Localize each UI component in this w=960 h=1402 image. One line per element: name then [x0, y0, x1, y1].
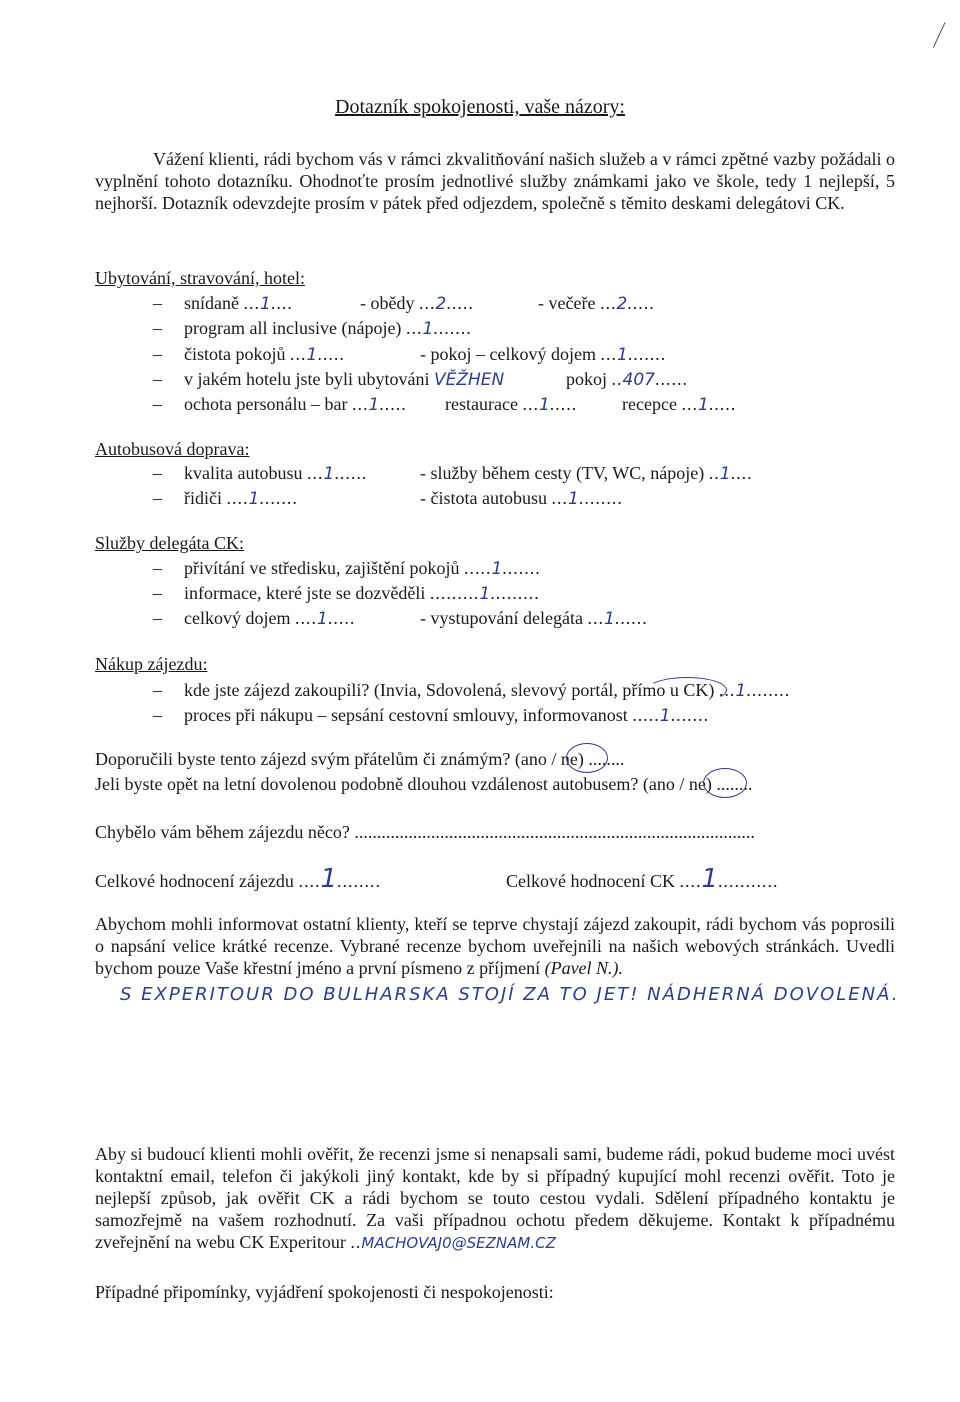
information-label: informace, které jste se dozvěděli: [184, 583, 426, 603]
staff-bar-item: ochota personálu – bar ...1.....: [184, 394, 407, 415]
room-overall-value: 1: [616, 345, 628, 365]
restaurant-label: restaurace: [445, 394, 518, 414]
reception-value: 1: [697, 395, 709, 415]
ck-overall-label: Celkové hodnocení CK: [506, 871, 675, 891]
drivers-label: řidiči: [184, 488, 222, 508]
bullet-dash: –: [153, 680, 162, 700]
section-delegate-heading: Služby delegáta CK:: [95, 533, 244, 553]
welcome-label: přivítání ve středisku, zajištění pokojů: [184, 558, 460, 578]
purchase-where-item: kde jste zájezd zakoupili? (Invia, Sdovolená, slevový portál, přímo u CK) ...1........: [184, 680, 791, 701]
section-bus-heading: Autobusová doprava:: [95, 439, 250, 459]
recommend-question: Doporučili byste tento zájezd svým přátelům či známým? (ano / ne) ........: [95, 749, 625, 769]
delegate-overall-label: celkový dojem: [184, 608, 291, 628]
delegate-overall-item: celkový dojem ....1.....: [184, 608, 356, 629]
hotel-name-value: VĚŽHEN: [433, 370, 505, 390]
trip-overall-value: 1: [320, 864, 337, 894]
bullet-dash: –: [153, 558, 162, 578]
breakfast-value: 1: [259, 294, 271, 314]
room-cleanliness-label: čistota pokojů: [184, 344, 286, 364]
page-title: Dotazník spokojenosti, vaše názory:: [335, 96, 625, 118]
review-request-paragraph: [95, 913, 895, 979]
staff-bar-label: ochota personálu – bar: [184, 394, 348, 414]
drivers-value: 1: [248, 489, 260, 509]
direct-ck-mark: [647, 677, 727, 703]
room-cleanliness-item: čistota pokojů ...1.....: [184, 344, 345, 365]
all-inclusive-value: 1: [422, 319, 434, 339]
intro-text: Vážení klienti, rádi bychom vás v rámci zkvalitňování našich služeb a v rámci zpětné vazby požádali o vyplnění tohoto dotazníku. Ohodnoťte prosím jednotlivé služby známkami jako ve škole, tedy 1 nejlepší, 5 nejhorší. Dotazník odevzdejte prosím v pátek před odjezdem, společně s těmito deskami delegátovi CK.: [95, 149, 895, 213]
purchase-process-value: 1: [659, 706, 671, 726]
dinner-label: - večeře: [538, 293, 596, 313]
bus-quality-label: kvalita autobusu: [184, 463, 303, 483]
bus-quality-value: 1: [323, 464, 335, 484]
room-number-label: pokoj: [566, 369, 608, 389]
all-inclusive-label: program all inclusive (nápoje): [184, 318, 402, 338]
ck-overall-rating: Celkové hodnocení CK ....1...........: [506, 864, 779, 894]
delegate-conduct-label: - vystupování delegáta: [420, 608, 583, 628]
dinner-value: 2: [616, 294, 628, 314]
delegate-conduct-value: 1: [603, 609, 615, 629]
bullet-dash: –: [153, 463, 162, 483]
recommend-yes-circle: [566, 743, 608, 773]
handwritten-review: S EXPERITOUR DO BULHARSKA STOJÍ ZA TO JET! NÁDHERNÁ DOVOLENÁ.: [120, 984, 900, 1005]
room-overall-label: - pokoj – celkový dojem: [420, 344, 596, 364]
contact-request-paragraph: Aby si budoucí klienti mohli ověřit, že recenzi jsme si nenapsali sami, budeme rádi, pokud budeme moci uvést kontaktní email, telefon či jakýkoli jiný kontakt, kde by si případný kupující mohl recenzi ověřit. Toto je nejlepší způsob, jak ověřit CK a rádi bychom se touto cestou vydali. Sdělení případného kontaktu je samozřejmě na vašem rozhodnutí. Za vaši případnou ochotu předem děkujeme. Kontakt k případnému zveřejnění na webu CK Experitour ..MACHOVAJ0@SEZNAM.CZ: [95, 1144, 895, 1252]
trip-overall-rating: Celkové hodnocení zájezdu ....1........: [95, 864, 381, 894]
bullet-dash: –: [153, 344, 162, 364]
contact-request-text: Aby si budoucí klienti mohli ověřit, že recenzi jsme si nenapsali sami, budeme rádi, pokud budeme moci uvést kontaktní email, telefon či jakýkoli jiný kontakt, kde by si případný kupující mohl recenzi ověřit. Toto je nejlepší způsob, jak ověřit CK a rádi bychom se touto cestou vydali. Sdělení případného kontaktu je samozřejmě na vašem rozhodnutí. Za vaši případnou ochotu předem děkujeme. Kontakt k případnému zveřejnění na webu CK Experitour: [95, 1144, 895, 1252]
review-request-text: Abychom mohli informovat ostatní klienty, kteří se teprve chystají zájezd zakoupit, rádi bychom vás poprosili o napsání velice krátké recenze. Vybrané recenze bychom uveřejnili na našich webových stránkách. Uvedli bychom pouze Vaše křestní jméno a první písmeno z příjmení: [95, 914, 895, 978]
bullet-dash: –: [153, 705, 162, 725]
bus-services-value: 1: [719, 464, 731, 484]
lunch-item: - obědy ...2.....: [360, 293, 474, 314]
room-overall-item: - pokoj – celkový dojem ...1.......: [420, 344, 667, 365]
missing-question: Chybělo vám během zájezdu něco? .........................................................................................: [95, 822, 755, 842]
restaurant-value: 1: [538, 395, 550, 415]
bus-cleanliness-label: - čistota autobusu: [420, 488, 547, 508]
bus-cleanliness-item: - čistota autobusu ...1........: [420, 488, 623, 509]
purchase-where-value: 1: [735, 681, 747, 701]
information-item: informace, které jste se dozvěděli .........1.........: [184, 583, 540, 604]
drivers-item: řidiči ....1.......: [184, 488, 298, 509]
contact-email-value: MACHOVAJ0@SEZNAM.CZ: [361, 1234, 556, 1252]
delegate-conduct-item: - vystupování delegáta ...1......: [420, 608, 648, 629]
trip-overall-label: Celkové hodnocení zájezdu: [95, 871, 294, 891]
breakfast-label: snídaně: [184, 293, 239, 313]
bullet-dash: –: [153, 583, 162, 603]
reception-label: recepce: [622, 394, 677, 414]
dinner-item: - večeře ...2.....: [538, 293, 655, 314]
delegate-overall-value: 1: [316, 609, 328, 629]
bus-services-label: - služby během cesty (TV, WC, nápoje): [420, 463, 705, 483]
hotel-name-label: v jakém hotelu jste byli ubytováni: [184, 369, 430, 389]
lunch-label: - obědy: [360, 293, 415, 313]
bullet-dash: –: [153, 488, 162, 508]
bullet-dash: –: [153, 293, 162, 313]
section-purchase-heading: Nákup zájezdu:: [95, 654, 208, 674]
breakfast-item: snídaně ...1....: [184, 293, 293, 314]
travel-again-question: Jeli byste opět na letní dovolenou podobně dlouhou vzdálenost autobusem? (ano / ne) ........: [95, 774, 753, 794]
bus-quality-item: kvalita autobusu ...1......: [184, 463, 368, 484]
corner-mark: [933, 22, 958, 54]
section-accommodation-heading: Ubytování, stravování, hotel:: [95, 268, 305, 288]
review-example: (Pavel N.).: [544, 958, 624, 978]
information-value: 1: [479, 584, 491, 604]
hotel-name-item: [184, 368, 504, 391]
purchase-process-label: proces při nákupu – sepsání cestovní smlouvy, informovanost: [184, 705, 628, 725]
bullet-dash: –: [153, 369, 162, 389]
travel-again-yes-circle: [703, 768, 747, 798]
bus-cleanliness-value: 1: [567, 489, 579, 509]
restaurant-item: restaurace ...1.....: [445, 394, 578, 415]
welcome-value: 1: [491, 559, 503, 579]
bullet-dash: –: [153, 318, 162, 338]
room-number-item: pokoj ..407......: [566, 369, 688, 390]
purchase-where-label: kde jste zájezd zakoupili? (Invia, Sdovolená, slevový portál, přímo u CK): [184, 680, 715, 700]
ck-overall-value: 1: [701, 864, 719, 894]
bullet-dash: –: [153, 608, 162, 628]
bus-services-item: - služby během cesty (TV, WC, nápoje) ..1....: [420, 463, 753, 484]
reception-item: recepce ...1.....: [622, 394, 737, 415]
comments-heading: Případné připomínky, vyjádření spokojenosti či nespokojenosti:: [95, 1282, 554, 1302]
room-number-value: 407: [622, 370, 655, 390]
bullet-dash: –: [153, 394, 162, 414]
room-cleanliness-value: 1: [306, 345, 318, 365]
lunch-value: 2: [435, 294, 447, 314]
intro-paragraph: [95, 148, 895, 214]
purchase-process-item: proces při nákupu – sepsání cestovní smlouvy, informovanost .....1.......: [184, 705, 710, 726]
all-inclusive-item: program all inclusive (nápoje) ...1.......: [184, 318, 472, 339]
welcome-item: přivítání ve středisku, zajištění pokojů .....1.......: [184, 558, 541, 579]
staff-bar-value: 1: [368, 395, 380, 415]
